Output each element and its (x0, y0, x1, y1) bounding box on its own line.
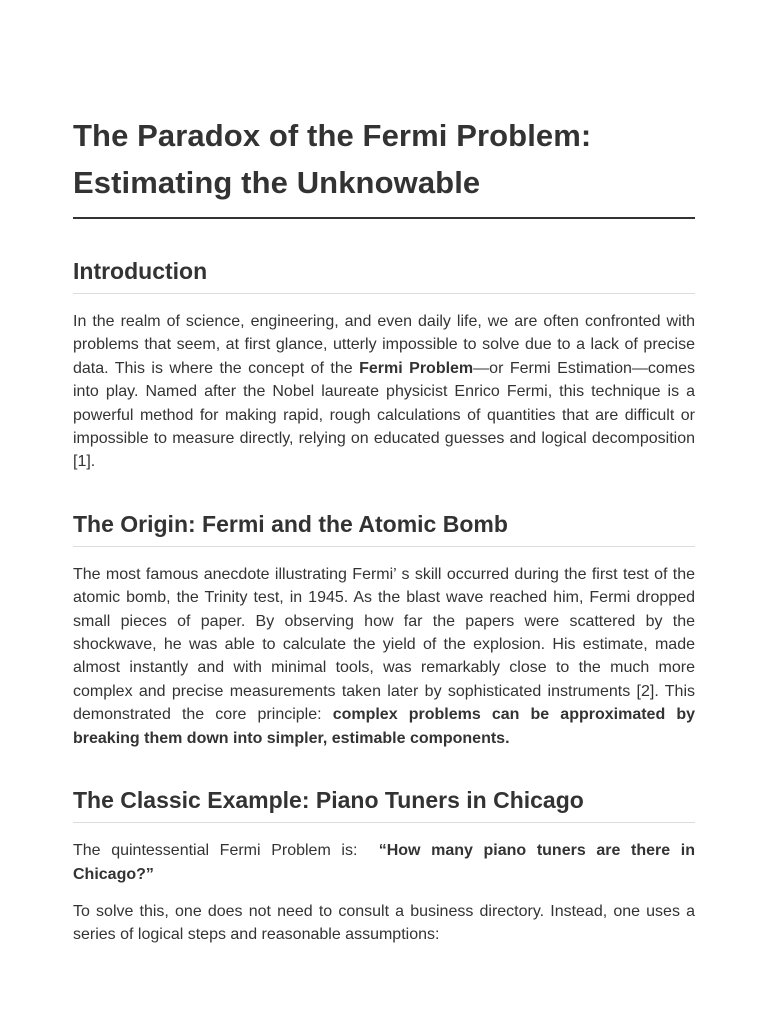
page-title-line-2: Estimating the Unknowable (73, 165, 481, 200)
page-title-line-1: The Paradox of the Fermi Problem: (73, 118, 592, 153)
section-heading-classic-example: The Classic Example: Piano Tuners in Chicago (73, 784, 695, 823)
page-title (73, 112, 695, 219)
introduction-text-start: In the realm of science, engineering, and even daily life, we are often confronted with problems that seem, at first glance, utterly impossible to solve due to a lack of precise data. This is where the concept of the (73, 313, 695, 377)
introduction-paragraph (73, 310, 695, 474)
classic-question-paragraph (73, 839, 695, 886)
origin-text: The most famous anecdote illustrating Fermi’ s skill occurred during the first test of the atomic bomb, the Trinity test, in 1945. As the blast wave reached him, Fermi dropped small pieces of paper. By observing how far the papers were scattered by the shockwave, he was able to calculate the yield of the explosion. His estimate, made almost instantly and with minimal tools, was remarkably close to the much more complex and precise measurements taken later by sophisticated instruments [2]. This demonstrated the core principle: (73, 565, 695, 724)
section-heading-origin: The Origin: Fermi and the Atomic Bomb (73, 508, 695, 547)
origin-paragraph (73, 563, 695, 750)
introduction-text-end: —or Fermi Estimation—comes into play. Named after the Nobel laureate physicist Enrico Fermi, this technique is a powerful method for making rapid, rough calculations of quantities that are difficult or impossible to measure directly, relying on educated guesses and logical decomposition [1]. (73, 359, 696, 471)
fermi-problem-term: Fermi Problem (359, 359, 474, 377)
classic-question: “How many piano tuners are there in Chicago?” (73, 842, 696, 883)
core-principle-text: complex problems can be approximated by breaking them down into simpler, estimable components. (73, 706, 696, 747)
article (73, 112, 695, 947)
section-heading-introduction: Introduction (73, 255, 695, 294)
solve-paragraph: To solve this, one does not need to consult a business directory. Instead, one uses a series of logical steps and reasonable assumptions: (73, 902, 695, 944)
classic-question-prefix: The quintessential Fermi Problem is: (73, 842, 379, 860)
